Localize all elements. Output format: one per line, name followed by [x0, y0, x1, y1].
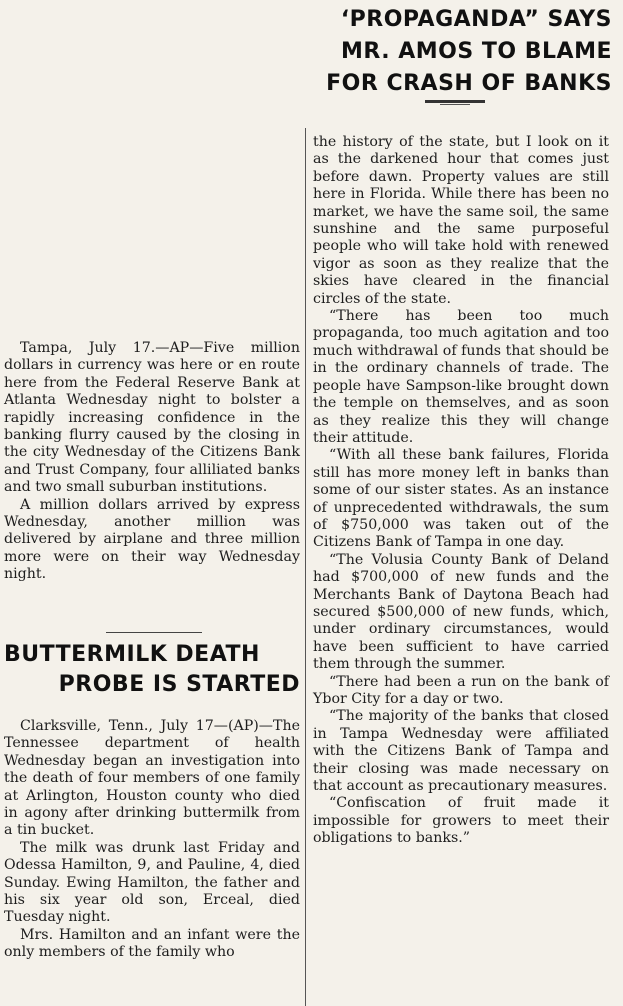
article-tampa-body — [4, 340, 300, 584]
headline-line: PROBE IS STARTED — [58, 672, 300, 697]
paragraph: the history of the state, but I look on it as the darkened hour that comes just before dawn. Property values are still here in Florida. While there has been no market, we have the same soil, the same sunshine and the same purposeful people who will take hold with renewed vigor as soon as they realize that the skies have cleared in the financial circles of the state. — [313, 134, 609, 307]
article-separator — [106, 632, 202, 633]
headline-buttermilk — [4, 640, 300, 700]
paragraph: “The majority of the banks that closed in Tampa Wednesday were affiliated with the Citizens Bank of Tampa and their closing was made necessary on that account as precautionary measures. — [313, 708, 609, 795]
paragraph: “There had been a run on the bank of Ybor City for a day or two. — [313, 673, 609, 707]
headline-ornament — [425, 100, 485, 103]
article-propaganda-body — [313, 134, 609, 848]
headline-line: ‘PROPAGANDA” SAYS — [340, 7, 612, 32]
paragraph: “With all these bank failures, Florida still has more money left in banks than some of our sister states. As an instance of unprecedented withdrawals, the sum of $750,000 was taken out of the Citizens Bank of Tampa in one day. — [313, 447, 609, 551]
paragraph: “The Volusia County Bank of Deland had $700,000 of new funds and the Merchants Bank of Daytona Beach had secured $500,000 of new funds, which, under ordinary circumstances, would have been sufficient to have carried them through the summer. — [313, 551, 609, 673]
column-divider — [305, 128, 306, 1006]
paragraph: “There has been too much propaganda, too much agitation and too much withdrawal of funds that should be in the ordinary channels of trade. The people have Sampson-like brought down the temple on themselves, and as soon as they realize this they will change their attitude. — [313, 308, 609, 446]
paragraph: Mrs. Hamilton and an infant were the only members of the family who — [4, 926, 300, 961]
headline-ornament-sub — [440, 104, 470, 105]
article-buttermilk-body — [4, 718, 300, 962]
paragraph: “Confiscation of fruit made it impossible for growers to meet their obligations to banks.” — [313, 795, 609, 847]
headline-line: BUTTERMILK DEATH — [4, 642, 260, 667]
paragraph: Clarksville, Tenn., July 17—(AP)—The Tennessee department of health Wednesday began an investigation into the death of four members of one family at Arlington, Houston county who died in agony after drinking buttermilk from a tin bucket. — [4, 718, 300, 839]
headline-line: MR. AMOS TO BLAME — [341, 39, 612, 64]
paragraph: Tampa, July 17.—AP—Five million dollars in currency was here or en route here from the Federal Reserve Bank at Atlanta Wednesday night to bolster a rapidly increasing confidence in the banking flurry caused by the closing in the city Wednesday of the Citizens Bank and Trust Company, four alliliated banks and two small suburban institutions. — [4, 340, 300, 496]
paragraph: A million dollars arrived by express Wednesday, another million was delivered by airplane and three million more were on their way Wednesday night. — [4, 496, 300, 583]
headline-propaganda — [316, 4, 612, 100]
headline-line: FOR CRASH OF BANKS — [326, 71, 612, 96]
paragraph: The milk was drunk last Friday and Odessa Hamilton, 9, and Pauline, 4, died Sunday. Ewing Hamilton, the father and his six year old son, Erceal, died Tuesday night. — [4, 839, 300, 926]
